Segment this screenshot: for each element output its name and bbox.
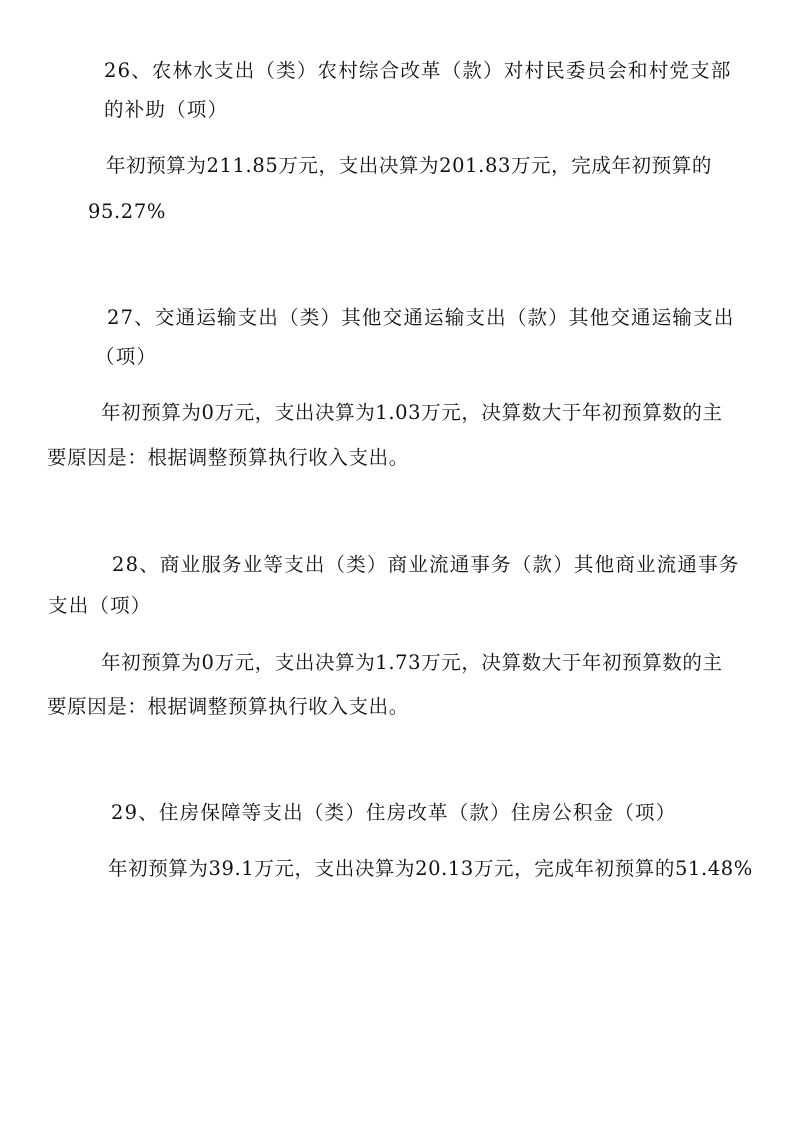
section-heading-continued: 支出（项） — [48, 594, 152, 617]
section-heading: 27、交通运输支出（类）其他交通运输支出（款）其他交通运输支出 — [107, 306, 735, 329]
section-heading-continued: 的补助（项） — [104, 98, 229, 121]
section-body: 年初预算为0万元，支出决算为1.73万元，决算数大于年初预算数的主 — [101, 651, 723, 674]
section-body-continued: 要原因是：根据调整预算执行收入支出。 — [47, 695, 409, 718]
section-body: 年初预算为0万元，支出决算为1.03万元，决算数大于年初预算数的主 — [101, 401, 723, 424]
section-body: 年初预算为39.1万元，支出决算为20.13万元，完成年初预算的51.48% — [108, 857, 753, 880]
section-body: 年初预算为211.85万元，支出决算为201.83万元，完成年初预算的 — [106, 154, 712, 177]
section-heading: 29、住房保障等支出（类）住房改革（款）住房公积金（项） — [111, 801, 677, 824]
section-heading-continued: （项） — [95, 345, 158, 368]
section-body-continued: 95.27% — [88, 200, 166, 223]
section-heading: 28、商业服务业等支出（类）商业流通事务（款）其他商业流通事务 — [112, 553, 740, 576]
section-heading: 26、农林水支出（类）农村综合改革（款）对村民委员会和村党支部 — [104, 59, 732, 82]
section-body-continued: 要原因是：根据调整预算执行收入支出。 — [47, 446, 409, 469]
